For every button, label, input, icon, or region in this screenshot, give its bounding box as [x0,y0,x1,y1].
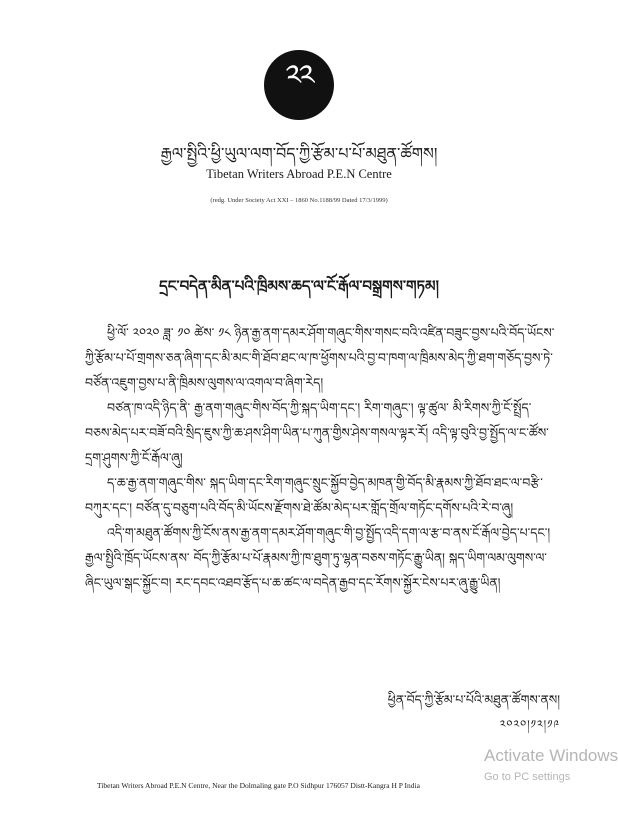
body-paragraph: ཕྱི་ལོ་ ༢༠༢༠ ཟླ་ ༡༠ ཚེས་ ༡༨ ཉིན་རྒྱ་ནག་དམར་ཤོག་གཞུང་གིས་གསང་བའི་འཛིན་བཟུང་བྱས་པའི་བོད་ཡོངས་ཀྱི་རྩོམ་པ་པོ་གྲགས་ཅན་ཞིག་དང་མི་མང་གི་ཐོབ་ཐང་ལ་ཁ་ཕྱོགས་པའི་བྱ་བ་ཁག་ལ་ཁྲིམས་མེད་ཀྱི་ཐག་གཅོད་བྱས་ཏེ་བཙོན་འཇུག་བྱས་པ་ནི་ཁྲིམས་ལུགས་ལ་འགལ་བ་ཞིག་རེད། [85,325,555,390]
org-name-english: Tibetan Writers Abroad P.E.N Centre [206,167,392,181]
organization-logo [264,50,334,120]
signature-name: ཕྱིན་བོད་ཀྱི་རྩོམ་པ་པོའི་མཐུན་ཚོགས་ནས། [387,692,560,707]
watermark-subtitle: Go to PC settings [484,771,571,783]
logo-glyph: ༢༢ [285,59,313,94]
activation-watermark [484,746,618,788]
document-title: དྲང་བདེན་མིན་པའི་ཁྲིམས་ཆད་ལ་ངོ་རྒོལ་བསྒྲགས་གཏམ། [159,277,439,295]
footer-address: Tibetan Writers Abroad P.E.N Centre, Near the Dolmaling gate P.O Sidhpur 176057 Distt-Kangra H P India [97,781,420,790]
body-paragraph: ད་ཆ་རྒྱ་ནག་གཞུང་གིས་ སྐད་ཡིག་དང་རིག་གཞུང་སྲུང་སྐྱོབ་བྱེད་མཁན་གྱི་བོད་མི་རྣམས་ཀྱི་ཐོབ་ཐང་ལ་བརྩི་བཀུར་དང་། བཙོན་དུ་བཅུག་པའི་བོད་མི་ཡོངས་རྫོགས་ཐེ་ཚོམ་མེད་པར་གློད་གྲོལ་གཏོང་དགོས་པའི་རེ་བ་ཞུ། [85,475,543,515]
document-body [85,320,555,595]
body-paragraph: བཙན་ཁ་འདི་ཉིད་ནི་ རྒྱ་ནག་གཞུང་གིས་བོད་ཀྱི་སྐད་ཡིག་དང་། རིག་གཞུང་། ལྟ་ཚུལ་ མི་རིགས་ཀྱི་ངོ་སྤྲོད་བཅས་མེད་པར་བཟོ་བའི་སྲིད་ཇུས་ཀྱི་ཆ་ཤས་ཤིག་ཡིན་པ་ཀུན་གྱིས་ཤེས་གསལ་ལྟར་རོ། འདི་ལྟ་བུའི་བྱ་སྤྱོད་ལ་ང་ཚོས་དྲག་ཤུགས་ཀྱི་ངོ་རྒོལ་ཞུ། [85,400,549,465]
org-name-tibetan: རྒྱལ་སྤྱིའི་ཕྱི་ཡུལ་ལག་བོད་ཀྱི་རྩོམ་པ་པོ་མཐུན་ཚོགས། [160,144,438,163]
registration-line: (redg. Under Society Act XXI – 1860 No.1188/99 Dated 17/3/1999) [210,197,388,204]
body-paragraph: འདི་ག་མཐུན་ཚོགས་ཀྱི་ངོས་ནས་རྒྱ་ནག་དམར་ཤོག་གཞུང་གི་བྱ་སྤྱོད་འདི་དག་ལ་རྩ་བ་ནས་ངོ་རྒོལ་བྱེད་པ་དང་། རྒྱལ་སྤྱིའི་ཁྲོད་ཡོངས་ནས་ བོད་ཀྱི་རྩོམ་པ་པོ་རྣམས་ཀྱི་ཁ་ཐུག་ཏུ་ལྷན་བཅས་གཏོང་རྒྱུ་ཡིན། སྐད་ཡིག་ལམ་ལུགས་ལ་ཞིང་ཡུལ་སྒང་སྐྱོང་བ། རང་དབང་འཐབ་རྩོད་པ་ཆ་ཚང་ལ་བདེན་རྒྱབ་དང་རོགས་སྐྱོར་ངེས་པར་ཞུ་རྒྱུ་ཡིན། [85,525,551,590]
signature-date: ༢༠༢༠།༡༢།༡༩ [499,718,560,731]
watermark-title: Activate Windows [484,746,618,765]
